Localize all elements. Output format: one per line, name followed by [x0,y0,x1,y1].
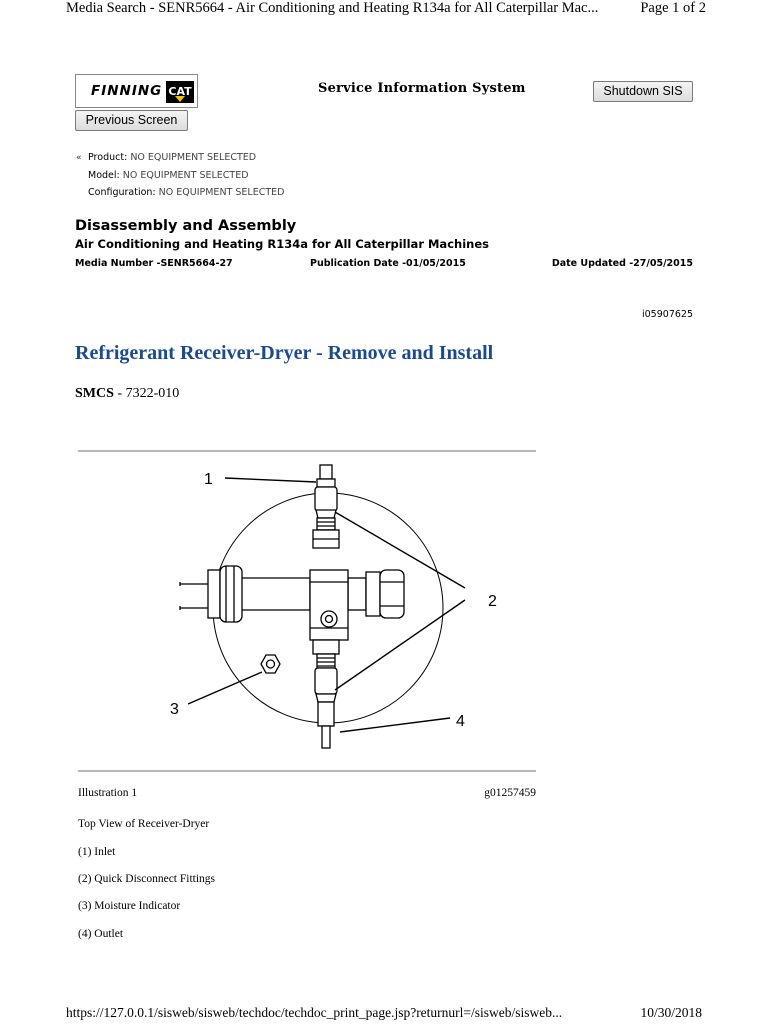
illustration-caption [78,787,536,803]
legend-item: (2) Quick Disconnect Fittings [78,873,216,885]
illustration-graphic-id: g01257459 [484,787,536,799]
finning-cat-logo [75,74,198,108]
callout-2: 2 [488,593,497,610]
page-title: Refrigerant Receiver-Dryer - Remove and Install [75,342,494,364]
print-header-title: Media Search - SENR5664 - Air Conditioning and Heating R134a for All Caterpillar Mac... [66,0,599,16]
smcs-value: - 7322-010 [113,386,180,401]
side-ports-drawing [180,566,404,622]
configuration-value: NO EQUIPMENT SELECTED [158,187,285,198]
previous-screen-button[interactable]: Previous Screen [75,110,188,131]
center-block-drawing [310,570,348,640]
print-footer [66,1005,702,1023]
smcs-code [75,386,179,402]
configuration-label: Configuration: [88,187,156,198]
print-footer-date: 10/30/2018 [640,1005,702,1020]
print-header-page-number: Page 1 of 2 [640,0,706,16]
equipment-product [76,152,256,163]
legend-item: (1) Inlet [78,846,116,858]
illustration-label: Illustration 1 [78,787,138,799]
print-header [66,0,706,20]
collapse-arrow-icon[interactable]: « [76,153,82,163]
media-number: Media Number -SENR5664-27 [75,258,233,269]
publication-date: Publication Date -01/05/2015 [310,258,466,269]
legend-item: (4) Outlet [78,928,124,940]
document-id: i05907625 [642,309,693,320]
callout-4: 4 [456,713,465,730]
product-value: NO EQUIPMENT SELECTED [130,152,257,163]
document-type: Disassembly and Assembly [75,218,297,234]
sis-title: Service Information System [318,81,526,96]
illustration-top-rule [78,450,536,452]
equipment-model [88,170,249,181]
date-updated: Date Updated -27/05/2015 [551,258,693,269]
equipment-configuration [88,187,284,198]
legend-item: (3) Moisture Indicator [78,900,181,912]
inlet-fitting-drawing [313,465,339,548]
illustration-bottom-rule [78,770,536,772]
model-value: NO EQUIPMENT SELECTED [122,170,249,181]
callout-1: 1 [204,471,213,488]
cat-logo: CAT [166,81,194,103]
legend-title: Top View of Receiver-Dryer [78,818,210,830]
outlet-fitting-drawing [313,640,339,748]
smcs-label: SMCS [75,386,114,401]
finning-logo-text: FINNING [91,83,163,99]
moisture-indicator-drawing [261,655,280,673]
print-footer-url: https://127.0.0.1/sisweb/sisweb/techdoc/techdoc_print_page.jsp?returnurl=/sisweb/sisweb... [66,1005,563,1020]
model-label: Model: [88,170,120,181]
product-label: Product: [88,152,128,163]
document-subtitle: Air Conditioning and Heating R134a for All Caterpillar Machines [75,237,489,251]
receiver-dryer-illustration [170,460,510,760]
shutdown-sis-button[interactable]: Shutdown SIS [593,81,693,102]
callout-3: 3 [170,701,179,718]
